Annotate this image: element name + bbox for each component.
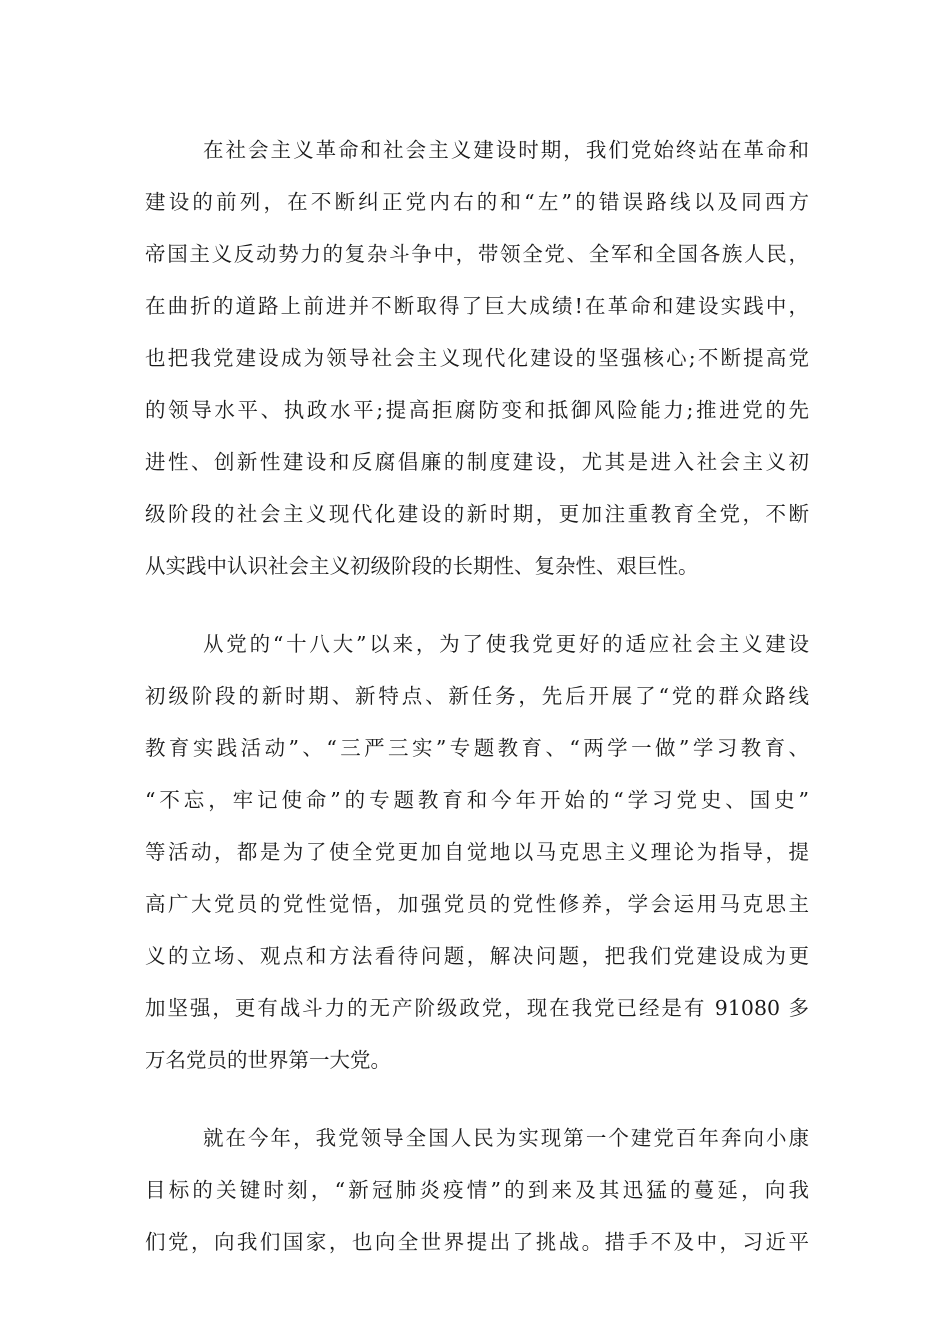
text-line: 初级阶段的新时期、新特点、新任务，先后开展了“党的群众路线 <box>145 684 809 708</box>
text-line: 高广大党员的党性觉悟，加强党员的党性修养，学会运用马克思主 <box>145 892 809 916</box>
text-line: 们党，向我们国家，也向全世界提出了挑战。措手不及中，习近平 <box>145 1230 809 1254</box>
paragraph-spacer <box>145 592 809 618</box>
text-line: 级阶段的社会主义现代化建设的新时期，更加注重教育全党，不断 <box>145 502 809 526</box>
text-line: 义的立场、观点和方法看待问题，解决问题，把我们党建设成为更 <box>145 944 809 968</box>
text-line: 从党的“十八大”以来，为了使我党更好的适应社会主义建设 <box>203 632 809 656</box>
text-line: 在社会主义革命和社会主义建设时期，我们党始终站在革命和 <box>203 138 809 162</box>
text-line: 建设的前列，在不断纠正党内右的和“左”的错误路线以及同西方 <box>145 190 809 214</box>
paragraph <box>145 124 809 592</box>
text-line: “不忘，牢记使命”的专题教育和今年开始的“学习党史、国史” <box>145 788 809 812</box>
text-line: 教育实践活动”、“三严三实”专题教育、“两学一做”学习教育、 <box>145 736 809 760</box>
text-line: 就在今年，我党领导全国人民为实现第一个建党百年奔向小康 <box>203 1126 809 1150</box>
text-line: 万名党员的世界第一大党。 <box>145 1048 391 1072</box>
text-line: 加坚强，更有战斗力的无产阶级政党，现在我党已经是有 91080 多 <box>145 996 809 1020</box>
text-line: 帝国主义反动势力的复杂斗争中，带领全党、全军和全国各族人民， <box>145 242 809 266</box>
paragraph <box>145 618 809 1086</box>
paragraph <box>145 1112 809 1268</box>
text-line: 在曲折的道路上前进并不断取得了巨大成绩!在革命和建设实践中， <box>145 294 809 318</box>
paragraph-spacer <box>145 1086 809 1112</box>
document-body <box>145 124 809 1268</box>
text-line: 目标的关键时刻，“新冠肺炎疫情”的到来及其迅猛的蔓延，向我 <box>145 1178 809 1202</box>
text-line: 进性、创新性建设和反腐倡廉的制度建设，尤其是进入社会主义初 <box>145 450 809 474</box>
text-line: 也把我党建设成为领导社会主义现代化建设的坚强核心;不断提高党 <box>145 346 809 370</box>
text-line: 从实践中认识社会主义初级阶段的长期性、复杂性、艰巨性。 <box>145 554 699 578</box>
text-line: 的领导水平、执政水平;提高拒腐防变和抵御风险能力;推进党的先 <box>145 398 809 422</box>
text-line: 等活动，都是为了使全党更加自觉地以马克思主义理论为指导，提 <box>145 840 809 864</box>
